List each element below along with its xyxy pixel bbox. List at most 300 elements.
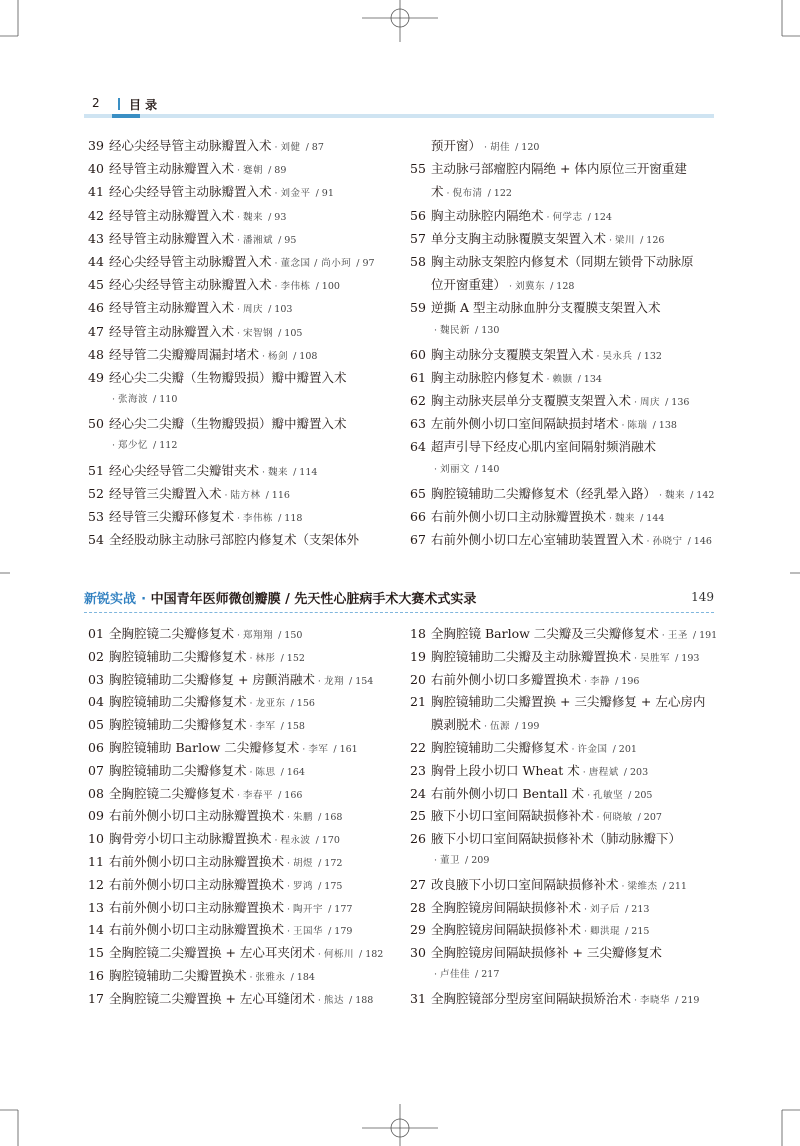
entry-separator: ·: [237, 234, 241, 246]
toc-entry-continued: [410, 322, 720, 345]
toc-entry: [410, 206, 720, 229]
entry-number: 43: [88, 230, 104, 246]
entry-title: 右前外侧小切口主动脉瓣置换术: [431, 509, 607, 524]
entry-author: 刘金平: [280, 188, 311, 200]
entry-title: 右前外侧小切口主动脉瓣置换术: [109, 922, 285, 938]
entry-title: 经心尖经导管主动脉瓣置入术: [109, 253, 272, 269]
toc-entry: [88, 647, 398, 670]
entry-page: / 175: [318, 880, 343, 892]
entry-page: / 191: [692, 630, 718, 641]
toc-entry: [410, 692, 720, 715]
toc-entry: [410, 530, 720, 553]
entry-author: 刘丽文: [440, 463, 471, 475]
toc-entry: [410, 738, 720, 761]
entry-page: / 114: [293, 466, 318, 478]
entry-separator: ·: [546, 373, 550, 385]
entry-title: 右前外侧小切口 Bentall 术: [431, 785, 585, 801]
entry-number: 61: [410, 369, 426, 385]
entry-separator: ·: [596, 812, 600, 824]
entry-number: 63: [410, 416, 426, 432]
entry-separator: ·: [287, 903, 291, 915]
entry-author: 梁维杰: [627, 880, 658, 892]
entry-page: / 203: [623, 766, 649, 778]
entry-separator: ·: [446, 188, 450, 200]
entry-author: 李伟栋: [280, 281, 311, 293]
entry-separator: ·: [237, 304, 241, 316]
toc-entry: [410, 507, 720, 530]
entry-title: 腋下小切口室间隔缺损修补术: [431, 808, 594, 824]
toc-entry: [88, 275, 398, 298]
entry-page: / 89: [268, 165, 287, 177]
entry-number: 41: [88, 184, 104, 200]
entry-author: 孙晓宁: [652, 536, 683, 548]
entry-separator: ·: [287, 812, 291, 824]
entry-separator: ·: [237, 513, 241, 524]
entry-title-continued: 术: [431, 184, 444, 200]
entry-page: / 170: [315, 835, 340, 847]
entry-author: 董卫: [440, 854, 461, 866]
entry-title: 胸腔镜辅助二尖瓣修复术: [431, 739, 569, 755]
entry-separator: ·: [434, 463, 438, 475]
entry-number: 22: [410, 739, 426, 755]
entry-title: 逆撕 A 型主动脉血肿分支覆膜支架置入术: [431, 300, 661, 316]
entry-title: 胸腔镜辅助二尖瓣修复 + 房颤消融术: [109, 671, 315, 687]
entry-number: 27: [410, 876, 426, 892]
toc-entry: [88, 229, 398, 252]
entry-title: 右前外侧小切口多瓣置换术: [431, 671, 582, 687]
entry-author: 吴永兵: [602, 350, 633, 362]
entry-page: / 201: [612, 743, 637, 755]
entry-title: 胸主动脉夹层单分支覆膜支架置入术: [431, 393, 632, 409]
entry-page: / 179: [328, 926, 353, 938]
toc-entry-continued: [410, 275, 720, 298]
entry-author: 林彤: [255, 652, 276, 664]
entry-number: 09: [88, 808, 104, 824]
entry-page: / 211: [662, 880, 687, 892]
entry-title-continued: 位开窗重建）: [431, 277, 507, 293]
entry-author: 胡煜: [293, 857, 314, 869]
toc-entry-continued: [410, 966, 720, 989]
entry-separator: ·: [237, 327, 241, 339]
entry-title: 全经股动脉主动脉弓部腔内修复术（支架体外: [109, 532, 360, 548]
entry-title: 胸腔镜辅助二尖瓣及主动脉瓣置换术: [431, 648, 632, 664]
entry-page: / 193: [675, 652, 700, 664]
toc-entry: [410, 875, 720, 898]
entry-number: 55: [410, 161, 426, 177]
toc-entry: [88, 784, 398, 807]
toc-entry: [88, 692, 398, 715]
section-dashed-rule: [84, 612, 714, 613]
entry-page: / 146: [687, 536, 712, 548]
entry-number: 03: [88, 671, 104, 687]
section-header: [84, 588, 714, 608]
entry-author: 伍源: [490, 721, 511, 733]
section-page: 149: [691, 590, 714, 604]
entry-page: / 199: [515, 721, 540, 733]
entry-title: 左前外侧小切口室间隔缺损封堵术: [431, 416, 619, 432]
toc-entry: [410, 298, 720, 321]
entry-title: 胸主动脉支架腔内修复术（同期左锁骨下动脉原: [431, 253, 694, 269]
entry-page: / 166: [278, 789, 303, 801]
entry-number: 01: [88, 626, 104, 641]
toc-entry: [88, 414, 398, 437]
entry-author: 杨剑: [268, 350, 289, 362]
entry-page: / 144: [640, 513, 665, 524]
entry-number: 26: [410, 831, 426, 847]
entry-number: 42: [88, 207, 104, 223]
entry-number: 18: [410, 626, 426, 641]
entry-author: 刘冀东: [515, 281, 546, 293]
entry-title: 胸主动脉腔内修复术: [431, 369, 544, 385]
entry-separator: ·: [484, 721, 488, 733]
entry-author: 陶开宇: [293, 903, 324, 915]
entry-title: 胸腔镜辅助二尖瓣修复术: [109, 717, 247, 733]
entry-separator: ·: [661, 630, 665, 641]
page-header: [84, 96, 714, 116]
entry-number: 49: [88, 369, 104, 385]
toc-entry: [410, 484, 720, 507]
toc-entry: [410, 943, 720, 966]
entry-author: 李军: [308, 743, 329, 755]
entry-title: 右前外侧小切口主动脉瓣置换术: [109, 853, 285, 869]
entry-separator: ·: [584, 926, 588, 938]
entry-title: 全胸腔镜 Barlow 二尖瓣及三尖瓣修复术: [431, 626, 659, 641]
entry-author: 李军: [255, 721, 276, 733]
entry-number: 46: [88, 300, 104, 316]
entry-page: / 130: [475, 324, 500, 336]
entry-page: / 116: [265, 489, 290, 501]
entry-separator: ·: [224, 489, 228, 501]
entry-page: / 97: [356, 257, 375, 269]
entry-author: 魏来: [615, 513, 636, 524]
toc-entry: [410, 368, 720, 391]
entry-page: / 122: [487, 188, 512, 200]
entry-number: 60: [410, 346, 426, 362]
toc-entry: [410, 784, 720, 807]
entry-separator: ·: [237, 211, 241, 223]
entry-number: 17: [88, 990, 104, 1006]
entry-separator: ·: [634, 397, 638, 409]
entry-author: 梁川: [615, 234, 636, 246]
entry-separator: ·: [584, 675, 588, 687]
entry-title: 经导管主动脉瓣置入术: [109, 323, 235, 339]
toc-entry: [88, 943, 398, 966]
entry-author: 熊达: [323, 994, 344, 1006]
entry-number: 20: [410, 671, 426, 687]
toc-bottom-right-column: [410, 624, 720, 1012]
toc-entry-continued: [88, 391, 398, 414]
entry-number: 21: [410, 694, 426, 710]
entry-title: 超声引导下经皮心肌内室间隔射频消融术: [431, 439, 657, 455]
entry-title: 全胸腔镜房间隔缺损修补术: [431, 922, 582, 938]
toc-entry: [410, 252, 720, 275]
entry-page: / 217: [475, 968, 500, 980]
entry-title: 右前外侧小切口主动脉瓣置换术: [109, 876, 285, 892]
entry-author: 卢佳佳: [440, 968, 471, 980]
entry-number: 40: [88, 161, 104, 177]
entry-number: 19: [410, 648, 426, 664]
entry-page: / 172: [318, 857, 343, 869]
entry-number: 13: [88, 899, 104, 915]
entry-author: 刘子后: [590, 903, 621, 915]
entry-number: 31: [410, 990, 426, 1006]
toc-entry-continued: [88, 437, 398, 460]
entry-title: 右前外侧小切口左心室辅助装置置入术: [431, 532, 644, 548]
entry-separator: ·: [621, 880, 625, 892]
entry-number: 58: [410, 253, 426, 269]
entry-author: 张海波: [118, 394, 149, 406]
entry-number: 24: [410, 785, 426, 801]
entry-separator: ·: [237, 630, 241, 641]
toc-entry: [88, 298, 398, 321]
entry-author: 王圣: [667, 630, 688, 641]
toc-entry: [88, 345, 398, 368]
entry-author: 董念国 / 尚小珂: [280, 257, 352, 269]
toc-entry: [410, 806, 720, 829]
toc-entry: [88, 898, 398, 921]
entry-title: 经导管主动脉瓣置入术: [109, 207, 235, 223]
entry-number: 08: [88, 785, 104, 801]
entry-title: 全胸腔镜二尖瓣修复术: [109, 626, 235, 641]
entry-page: / 93: [268, 211, 287, 223]
entry-author: 孔敏坚: [593, 789, 624, 801]
toc-entry-continued: [410, 715, 720, 738]
entry-author: 何晓敏: [602, 812, 633, 824]
entry-author: 龙翔: [323, 675, 344, 687]
entry-author: 王国华: [293, 926, 324, 938]
toc-entry: [88, 920, 398, 943]
entry-number: 05: [88, 717, 104, 733]
toc-entry: [88, 966, 398, 989]
entry-separator: ·: [249, 971, 253, 983]
entry-page: / 105: [278, 327, 303, 339]
entry-page: / 177: [328, 903, 353, 915]
toc-entry-continued: [410, 182, 720, 205]
entry-separator: ·: [274, 142, 278, 153]
entry-page: / 103: [268, 304, 293, 316]
entry-page: / 184: [290, 971, 315, 983]
entry-number: 59: [410, 300, 426, 316]
entry-page: / 142: [690, 489, 715, 501]
entry-number: 15: [88, 945, 104, 961]
entry-number: 04: [88, 694, 104, 710]
entry-title: 经心尖二尖瓣（生物瓣毁损）瓣中瓣置入术: [109, 416, 347, 432]
entry-page: / 196: [615, 675, 640, 687]
entry-separator: ·: [302, 743, 306, 755]
entry-title: 经心尖二尖瓣（生物瓣毁损）瓣中瓣置入术: [109, 369, 347, 385]
entry-separator: ·: [634, 652, 638, 664]
entry-page: / 87: [305, 142, 324, 153]
entry-page: / 207: [637, 812, 662, 824]
toc-entry: [410, 989, 720, 1012]
entry-separator: ·: [434, 324, 438, 336]
entry-number: 67: [410, 532, 426, 548]
entry-author: 李伟栋: [243, 513, 274, 524]
toc-entry-continued: [410, 461, 720, 484]
entry-separator: ·: [571, 743, 575, 755]
entry-separator: ·: [237, 165, 241, 177]
entry-separator: ·: [609, 513, 613, 524]
entry-separator: ·: [274, 257, 278, 269]
entry-title: 胸腔镜辅助 Barlow 二尖瓣修复术: [109, 739, 300, 755]
entry-author: 倪布清: [452, 188, 483, 200]
entry-title: 经导管主动脉瓣置入术: [109, 300, 235, 316]
header-accent: [112, 114, 140, 118]
toc-entry: [410, 437, 720, 460]
entry-number: 45: [88, 277, 104, 293]
header-title: 目 录: [129, 98, 158, 112]
entry-title: 全胸腔镜房间隔缺损修补 + 三尖瓣修复术: [431, 945, 662, 961]
toc-entry: [88, 206, 398, 229]
entry-author: 郑少忆: [118, 440, 149, 452]
toc-entry: [88, 182, 398, 205]
entry-author: 魏来: [243, 211, 264, 223]
toc-entry: [410, 414, 720, 437]
toc-entry: [88, 322, 398, 345]
entry-separator: ·: [274, 835, 278, 847]
toc-entry: [410, 829, 720, 852]
toc-entry: [88, 624, 398, 647]
toc-bottom-left-column: [88, 624, 398, 1012]
entry-page: / 126: [640, 234, 665, 246]
entry-author: 何栎川: [323, 949, 354, 961]
toc-entry: [410, 159, 720, 182]
entry-separator: ·: [317, 994, 321, 1006]
toc-entry: [88, 806, 398, 829]
entry-author: 陆方林: [230, 489, 261, 501]
entry-title: 经导管三尖瓣环修复术: [109, 509, 235, 524]
entry-title: 经导管三尖瓣置入术: [109, 485, 222, 501]
toc-top-left-column: [88, 136, 398, 553]
entry-title: 经心尖经导管主动脉瓣置入术: [109, 184, 272, 200]
entry-title: 经心尖经导管主动脉瓣置入术: [109, 138, 272, 153]
entry-separator: ·: [584, 903, 588, 915]
toc-entry: [410, 670, 720, 693]
entry-number: 51: [88, 462, 104, 478]
entry-number: 14: [88, 922, 104, 938]
entry-title: 全胸腔镜部分型房室间隔缺损矫治术: [431, 990, 632, 1006]
entry-page: / 108: [293, 350, 318, 362]
toc-entry: [410, 391, 720, 414]
entry-separator: ·: [587, 789, 591, 801]
entry-number: 07: [88, 762, 104, 778]
entry-page: / 91: [315, 188, 334, 200]
entry-title: 全胸腔镜二尖瓣置换 + 左心耳缝闭术: [109, 990, 315, 1006]
entry-number: 02: [88, 648, 104, 664]
entry-page: / 182: [358, 949, 384, 961]
entry-title: 经导管主动脉瓣置入术: [109, 161, 235, 177]
toc-entry: [410, 624, 720, 647]
toc-entry: [88, 507, 398, 530]
entry-title: 腋下小切口室间隔缺损修补术（肺动脉瓣下）: [431, 831, 682, 847]
entry-number: 57: [410, 230, 426, 246]
toc-entry: [88, 368, 398, 391]
entry-author: 唐程斌: [588, 766, 619, 778]
entry-title: 全胸腔镜房间隔缺损修补术: [431, 899, 582, 915]
toc-entry: [88, 252, 398, 275]
entry-page: / 118: [278, 513, 303, 524]
entry-title: 胸骨上段小切口 Wheat 术: [431, 762, 580, 778]
entry-author: 郑翔翔: [243, 630, 274, 641]
entry-separator: ·: [237, 789, 241, 801]
entry-separator: ·: [546, 211, 550, 223]
entry-page: / 124: [587, 211, 612, 223]
entry-page: / 140: [475, 463, 500, 475]
entry-page: / 219: [675, 994, 700, 1006]
entry-title: 胸腔镜辅助二尖瓣修复术: [109, 648, 247, 664]
entry-page: / 209: [465, 854, 490, 866]
entry-author: 魏来: [665, 489, 686, 501]
entry-author: 陈瑞: [627, 420, 648, 432]
toc-entry: [88, 738, 398, 761]
entry-number: 06: [88, 739, 104, 755]
entry-page: / 150: [278, 630, 303, 641]
entry-author: 罗鸿: [293, 880, 314, 892]
entry-separator: ·: [634, 994, 638, 1006]
toc-entry: [410, 345, 720, 368]
entry-author: 魏来: [268, 466, 289, 478]
entry-number: 56: [410, 207, 426, 223]
toc-entry: [88, 715, 398, 738]
entry-title: 右前外侧小切口主动脉瓣置换术: [109, 808, 285, 824]
entry-number: 28: [410, 899, 426, 915]
entry-separator: ·: [249, 652, 253, 664]
toc-entry: [88, 852, 398, 875]
entry-author: 蹇朝: [243, 165, 264, 177]
toc-entry: [88, 829, 398, 852]
entry-number: 47: [88, 323, 104, 339]
entry-author: 龙亚东: [255, 698, 286, 710]
toc-entry: [410, 920, 720, 943]
entry-title: 胸腔镜辅助二尖瓣置换 + 三尖瓣修复 + 左心房内: [431, 694, 706, 710]
entry-page: / 188: [348, 994, 374, 1006]
entry-author: 朱鹏: [293, 812, 314, 824]
entry-page: / 100: [315, 281, 340, 293]
header-rule: [84, 114, 714, 118]
toc-top-right-column: [410, 136, 720, 553]
entry-number: 23: [410, 762, 426, 778]
entry-number: 66: [410, 509, 426, 524]
entry-separator: ·: [112, 440, 116, 452]
entry-page: / 215: [625, 926, 650, 938]
entry-page: / 120: [515, 142, 540, 153]
entry-separator: ·: [317, 949, 321, 961]
entry-author: 许金国: [577, 743, 608, 755]
entry-number: 10: [88, 831, 104, 847]
toc-entry: [88, 670, 398, 693]
entry-separator: ·: [434, 854, 438, 866]
entry-title: 全胸腔镜二尖瓣置换 + 左心耳夹闭术: [109, 945, 315, 961]
entry-page: / 128: [550, 281, 575, 293]
entry-separator: ·: [112, 394, 116, 406]
entry-page: / 134: [577, 373, 602, 385]
entry-title: 胸腔镜辅助二尖瓣修复术（经乳晕入路）: [431, 485, 657, 501]
entry-title: 经导管二尖瓣瓣周漏封堵术: [109, 346, 260, 362]
entry-number: 48: [88, 346, 104, 362]
entry-number: 12: [88, 876, 104, 892]
entry-author: 何学志: [552, 211, 583, 223]
entry-separator: ·: [317, 675, 321, 687]
entry-page: / 112: [153, 440, 178, 452]
entry-number: 50: [88, 416, 104, 432]
entry-number: 44: [88, 253, 104, 269]
entry-separator: ·: [434, 968, 438, 980]
entry-title: 胸主动脉腔内隔绝术: [431, 207, 544, 223]
entry-page: / 158: [280, 721, 305, 733]
entry-author: 卿洪琨: [590, 926, 621, 938]
entry-page: / 138: [652, 420, 677, 432]
entry-page: / 136: [665, 397, 690, 409]
